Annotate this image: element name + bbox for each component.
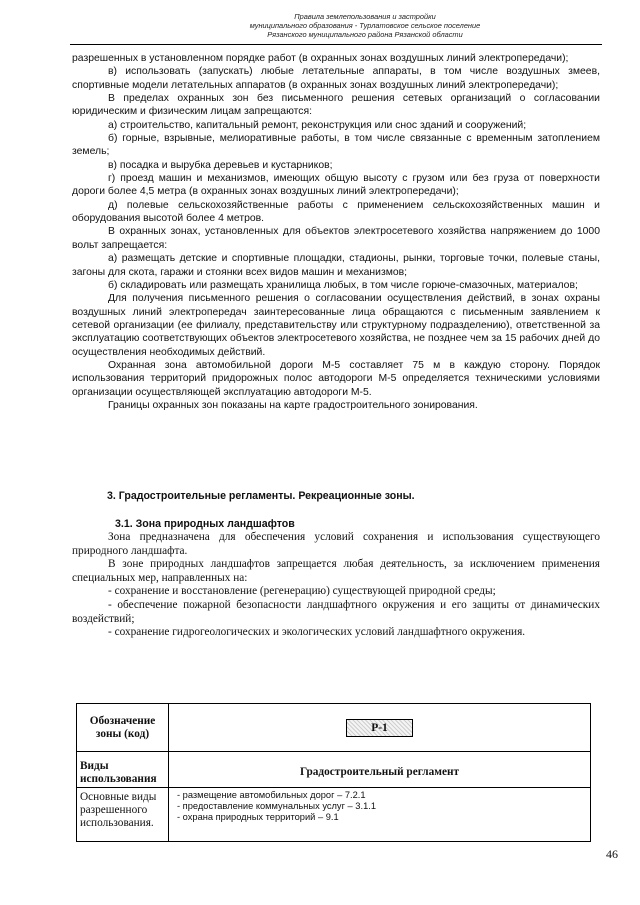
uses-label: Виды использования xyxy=(80,760,157,785)
list-item: - обеспечение пожарной безопасности ландшафтного окружения и его защиты от динамических воздействий; xyxy=(72,598,600,625)
paragraph: в) посадка и вырубка деревьев и кустарников; xyxy=(108,159,333,171)
table-row xyxy=(77,788,591,842)
paragraph: В зоне природных ландшафтов запрещается любая деятельность, за исключением применения специальных мер, направленных на: xyxy=(72,558,600,584)
zone-regulation-table xyxy=(76,703,591,842)
main-text xyxy=(72,52,600,412)
paragraph: Для получения письменного решения о согласовании осуществления действий, в зонах охраны воздушных линий электропередач заинтересованные лица обращаются с письменным заявлением к сетевой организации (ее филиалу, представительству или структурному подразделению), ответственной за эксплуатацию соответствующих объектов электросетевого хозяйства, не позднее чем за 15 рабочих дней до осуществления необходимых действий. xyxy=(72,293,600,358)
paragraph: В пределах охранных зон без письменного решения сетевых организаций о согласовании юридическим и физическим лицам запрещаются: xyxy=(72,93,600,118)
paragraph: б) горные, взрывные, мелиоративные работы, в том числе связанные с временным затоплением земель; xyxy=(72,133,600,158)
regulation-label-cell xyxy=(169,752,591,788)
paragraph: Границы охранных зон показаны на карте градостроительного зонирования. xyxy=(108,399,478,411)
paragraph: б) складировать или размещать хранилища любых, в том числе горюче-смазочных, материалов; xyxy=(108,279,578,291)
paragraph: Охранная зона автомобильной дороги М-5 составляет 75 м в каждую сторону. Порядок использования территорий придорожных полос автодороги М-5 определяется техническими условиями организации осуществляющей эксплуатацию автодороги М-5. xyxy=(72,359,600,398)
paragraph: В охранных зонах, установленных для объектов электросетевого хозяйства напряжением до 1000 вольт запрещается: xyxy=(72,226,600,251)
zone-description xyxy=(72,531,600,640)
uses-label-cell xyxy=(77,752,169,788)
paragraph: Зона предназначена для обеспечения условий сохранения и использования существующего природного ландшафта. xyxy=(72,531,600,557)
regulation-label: Градостроительный регламент xyxy=(299,766,460,778)
section-title: 3. Градостроительные регламенты. Рекреационные зоны. xyxy=(107,490,415,502)
list-item: - размещение автомобильных дорог – 7.2.1 xyxy=(177,790,366,800)
page-number: 46 xyxy=(606,847,618,861)
zone-code-cell xyxy=(169,704,591,752)
paragraph: в) использовать (запускать) любые летательные аппараты, в том числе воздушных змеев, спортивные модели летательных аппаратов (в охранных зонах воздушных линий электропередачи); xyxy=(72,66,600,91)
main-uses-label-cell xyxy=(77,788,169,842)
list-item: - предоставление коммунальных услуг – 3.1.1 xyxy=(177,801,376,811)
zone-code-badge: Р-1 xyxy=(346,719,413,737)
header-divider xyxy=(70,44,602,45)
zone-label-cell xyxy=(77,704,169,752)
subsection-title: 3.1. Зона природных ландшафтов xyxy=(115,518,295,530)
paragraph: а) строительство, капитальный ремонт, реконструкция или снос зданий и сооружений; xyxy=(108,119,527,131)
main-uses-label: Основные виды разрешенного использования. xyxy=(80,791,157,829)
paragraph: д) полевые сельскохозяйственные работы с применением сельскохозяйственных машин и оборудования высотой более 4 метров. xyxy=(72,199,600,225)
paragraph: а) размещать детские и спортивные площадки, стадионы, рынки, торговые точки, полевые станы, загоны для скота, гаражи и стоянки всех видов машин и механизмов; xyxy=(72,253,600,278)
main-uses-cell xyxy=(169,788,591,842)
table-row xyxy=(77,704,591,752)
main-uses-list xyxy=(169,788,590,823)
header-line-1: Правила землепользования и застройки xyxy=(294,12,436,21)
header-line-2: муниципального образования - Турлатовское сельское поселение xyxy=(249,21,481,31)
table-row xyxy=(77,752,591,788)
list-item: - сохранение гидрогеологических и экологических условий ландшафтного окружения. xyxy=(108,626,526,639)
paragraph: разрешенных в установленном порядке работ (в охранных зонах воздушных линий электропередачи); xyxy=(72,53,569,64)
header-line-3: Рязанского муниципального района Рязанской области xyxy=(267,30,463,40)
paragraph: г) проезд машин и механизмов, имеющих общую высоту с грузом или без груза от поверхности дороги более 4,5 метра (в охранных зонах воздушных линий электропередачи); xyxy=(72,173,600,198)
list-item: - охрана природных территорий – 9.1 xyxy=(177,812,339,822)
zone-label: Обозначение зоны (код) xyxy=(89,714,156,740)
document-header xyxy=(150,12,580,40)
list-item: - сохранение и восстановление (регенерацию) существующей природной среды; xyxy=(108,585,496,598)
